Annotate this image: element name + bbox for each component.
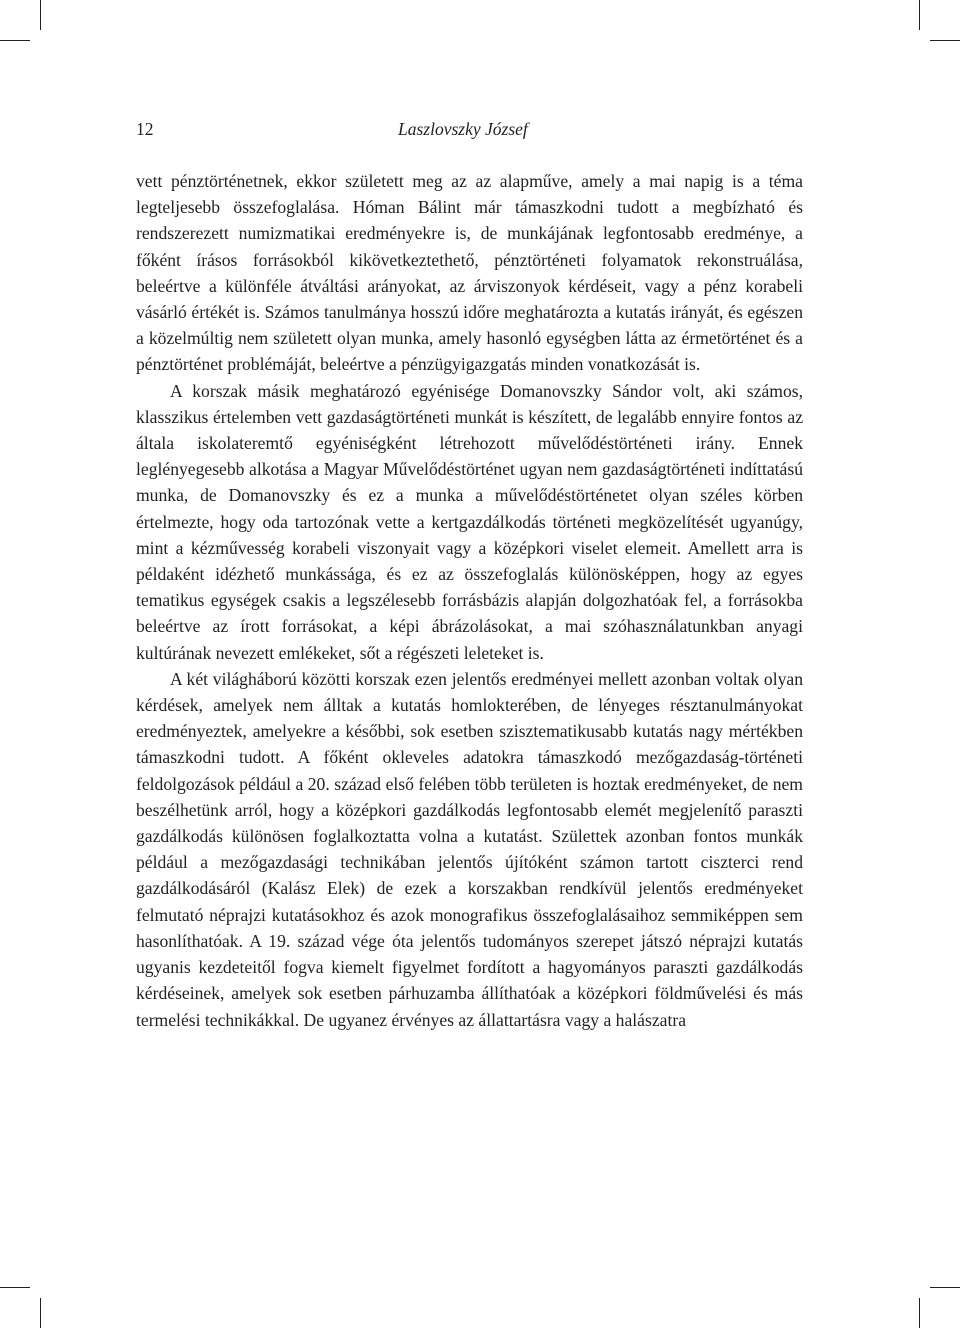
crop-mark-left-bottom — [0, 1287, 30, 1288]
crop-mark-top-left — [40, 0, 41, 30]
crop-mark-right-top — [930, 40, 960, 41]
paragraph: A korszak másik meghatározó egyénisége Domanovszky Sándor volt, aki számos, klasszikus értelemben vett gazdaságtörténeti munkát is készített, de legalább ennyire fontos az általa iskolateremtő egyéniségként létrehozott művelődéstörténeti irány. Ennek leglényegesebb alkotása a Magyar Művelődéstörténet ugyan nem gazdaságtörténeti indíttatású munka, de Domanovszky és ez a munka a művelődéstörténetet olyan széles körben értelmezte, hogy oda tartozónak vette a kertgazdálkodás történeti megközelítését ugyanúgy, mint a kézművesség korabeli viszonyait vagy a középkori viselet elemeit. Amellett arra is példaként idézhető munkássága, és ez az összefoglalás különösképpen, hogy az egyes tematikus egységek csakis a legszélesebb forrásbázis alapján dolgozhatóak fel, a forrásokba beleértve az írott forrásokat, a képi ábrázolásokat, a mai szóhasználatunkban anyagi kultúrának nevezett emlékeket, sőt a régészeti leleteket is. — [136, 380, 803, 663]
page-number: 12 — [136, 119, 154, 139]
running-head — [136, 116, 803, 142]
paragraph: A két világháború közötti korszak ezen jelentős eredményei mellett azonban voltak olyan kérdések, amelyek nem álltak a kutatás homlokterében, de lényeges résztanulmányokat eredményeztek, amelyekre a későbbi, sok esetben szisztematikusabb kutatás nagy mértékben támaszkodni tudott. A főként okleveles adatokra támaszkodó mezőgazdaság-történeti feldolgozások például a 20. század első felében több területen is hoztak eredményeket, de nem beszélhetünk arról, hogy a középkori gazdálkodás legfontosabb elemét megjelenítő paraszti gazdálkodás különösen foglalkoztatta volna a kutatást. Születtek azonban fontos munkák például a mezőgazdasági technikában jelentős újítóként számon tartott ciszterci rend gazdálkodásáról (Kalász Elek) de ezek a korszakban rendkívül jelentős eredményeket felmutató néprajzi kutatásokhoz és azok monografikus összefoglalásaihoz semmiképpen sem hasonlíthatóak. A 19. század vége óta jelentős tudományos szerepet játszó néprajzi kutatás ugyanis kezdeteitől fogva kiemelt figyelmet fordított a hagyományos paraszti gazdálkodás kérdéseinek, amelyek sok esetben párhuzamba állíthatóak a középkori földművelési és más termelési technikákkal. De ugyanez érvényes az állattartásra vagy a halászatra — [136, 668, 803, 1030]
running-title: Laszlovszky József — [398, 119, 528, 139]
body-text — [136, 168, 803, 1033]
crop-mark-bottom-right — [919, 1298, 920, 1328]
crop-mark-bottom-left — [40, 1298, 41, 1328]
crop-mark-top-right — [919, 0, 920, 30]
crop-mark-right-bottom — [930, 1287, 960, 1288]
crop-mark-left-top — [0, 40, 30, 41]
paragraph: vett pénztörténetnek, ekkor született meg az az alapműve, amely a mai napig is a téma legteljesebb összefoglalása. Hóman Bálint már támaszkodni tudott a megbízható és rendszerezett numizmatikai eredményekre is, de munkájának legfontosabb eredménye, a főként írásos forrásokból kikövetkeztethető, pénztörténeti folyamatok rekonstruálása, beleértve a különféle átváltási arányokat, az árviszonyok kérdéseit, vagy a pénz korabeli vásárló értékét is. Számos tanulmánya hosszú időre meghatározta a kutatás irányát, és egészen a közelmúltig nem született olyan munka, amely hasonló egységben látta az érmetörténet és a pénztörténet problémáját, beleértve a pénzügyigazgatás minden vonatkozását is. — [136, 171, 803, 375]
